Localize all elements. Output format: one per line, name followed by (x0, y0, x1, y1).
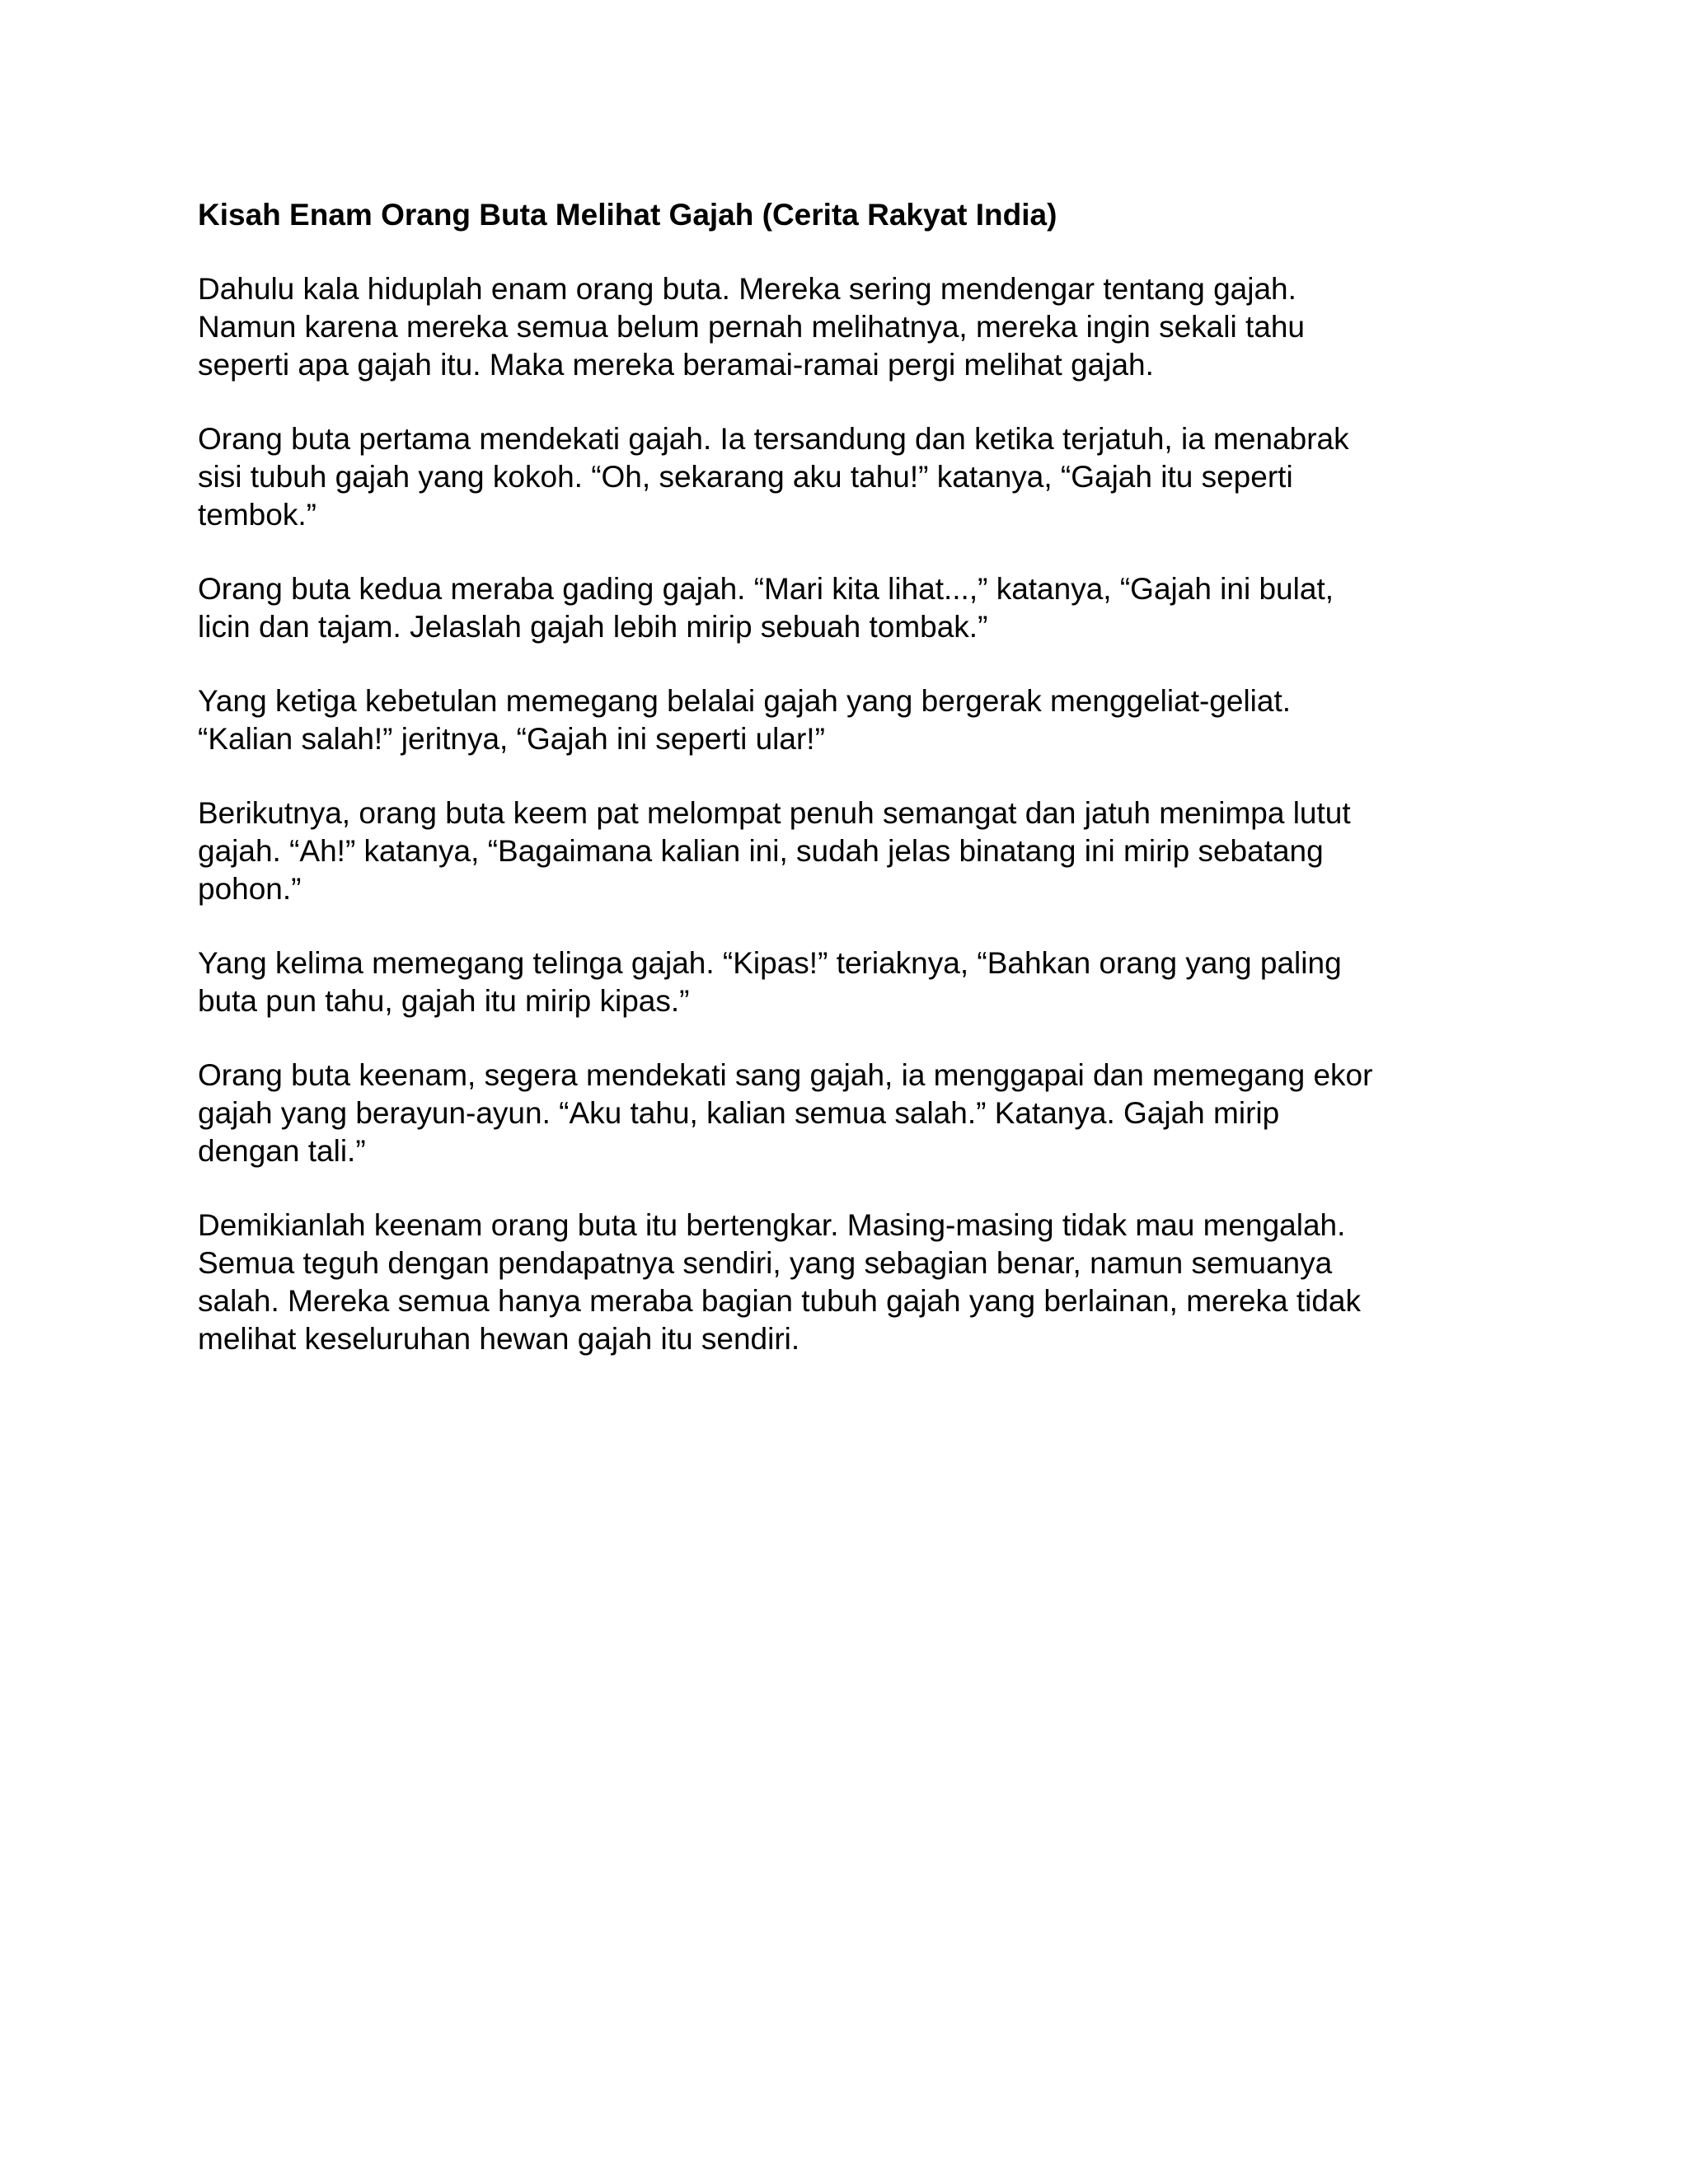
paragraph-line: melihat keseluruhan hewan gajah itu sendiri. (198, 1322, 800, 1356)
paragraph-line: seperti apa gajah itu. Maka mereka beramai-ramai pergi melihat gajah. (198, 348, 1154, 382)
paragraph (198, 1207, 1500, 1358)
paragraph-line: tembok.” (198, 498, 316, 532)
paragraph-line: Yang ketiga kebetulan memegang belalai gajah yang bergerak menggeliat-geliat. (198, 684, 1292, 718)
paragraph-line: sisi tubuh gajah yang kokoh. “Oh, sekarang aku tahu!” katanya, “Gajah itu seperti (198, 460, 1293, 494)
paragraph-line: gajah. “Ah!” katanya, “Bagaimana kalian ini, sudah jelas binatang ini mirip sebatang (198, 834, 1324, 868)
paragraph-line: Semua teguh dengan pendapatnya sendiri, yang sebagian benar, namun semuanya (198, 1246, 1333, 1280)
paragraph-line: buta pun tahu, gajah itu mirip kipas.” (198, 984, 690, 1018)
paragraph-line: Yang kelima memegang telinga gajah. “Kipas!” teriaknya, “Bahkan orang yang paling (198, 946, 1342, 980)
paragraph (198, 1057, 1500, 1170)
paragraph-line: dengan tali.” (198, 1134, 366, 1168)
paragraph-line: Orang buta keenam, segera mendekati sang gajah, ia menggapai dan memegang ekor (198, 1058, 1373, 1092)
document-title: Kisah Enam Orang Buta Melihat Gajah (Cerita Rakyat India) (198, 198, 1057, 232)
paragraph-line: licin dan tajam. Jelaslah gajah lebih mirip sebuah tombak.” (198, 610, 988, 644)
paragraph (198, 570, 1500, 646)
paragraph-line: salah. Mereka semua hanya meraba bagian tubuh gajah yang berlainan, mereka tidak (198, 1284, 1362, 1318)
paragraph-line: pohon.” (198, 872, 302, 906)
paragraph-line: gajah yang berayun-ayun. “Aku tahu, kalian semua salah.” Katanya. Gajah mirip (198, 1096, 1280, 1130)
paragraph-line: “Kalian salah!” jeritnya, “Gajah ini seperti ular!” (198, 722, 825, 756)
document-content (198, 196, 1500, 1394)
paragraph (198, 794, 1500, 908)
paragraph-line: Berikutnya, orang buta keem pat melompat penuh semangat dan jatuh menimpa lutut (198, 796, 1351, 830)
paragraph (198, 682, 1500, 758)
paragraph-line: Orang buta kedua meraba gading gajah. “Mari kita lihat...,” katanya, “Gajah ini bulat, (198, 572, 1334, 606)
paragraph (198, 944, 1500, 1020)
paragraph-line: Namun karena mereka semua belum pernah melihatnya, mereka ingin sekali tahu (198, 310, 1305, 344)
paragraph-line: Demikianlah keenam orang buta itu bertengkar. Masing-masing tidak mau mengalah. (198, 1208, 1346, 1242)
paragraph-line: Orang buta pertama mendekati gajah. Ia tersandung dan ketika terjatuh, ia menabrak (198, 422, 1349, 456)
paragraph (198, 420, 1500, 534)
paragraph (198, 270, 1500, 384)
paragraph-line: Dahulu kala hiduplah enam orang buta. Mereka sering mendengar tentang gajah. (198, 272, 1296, 306)
